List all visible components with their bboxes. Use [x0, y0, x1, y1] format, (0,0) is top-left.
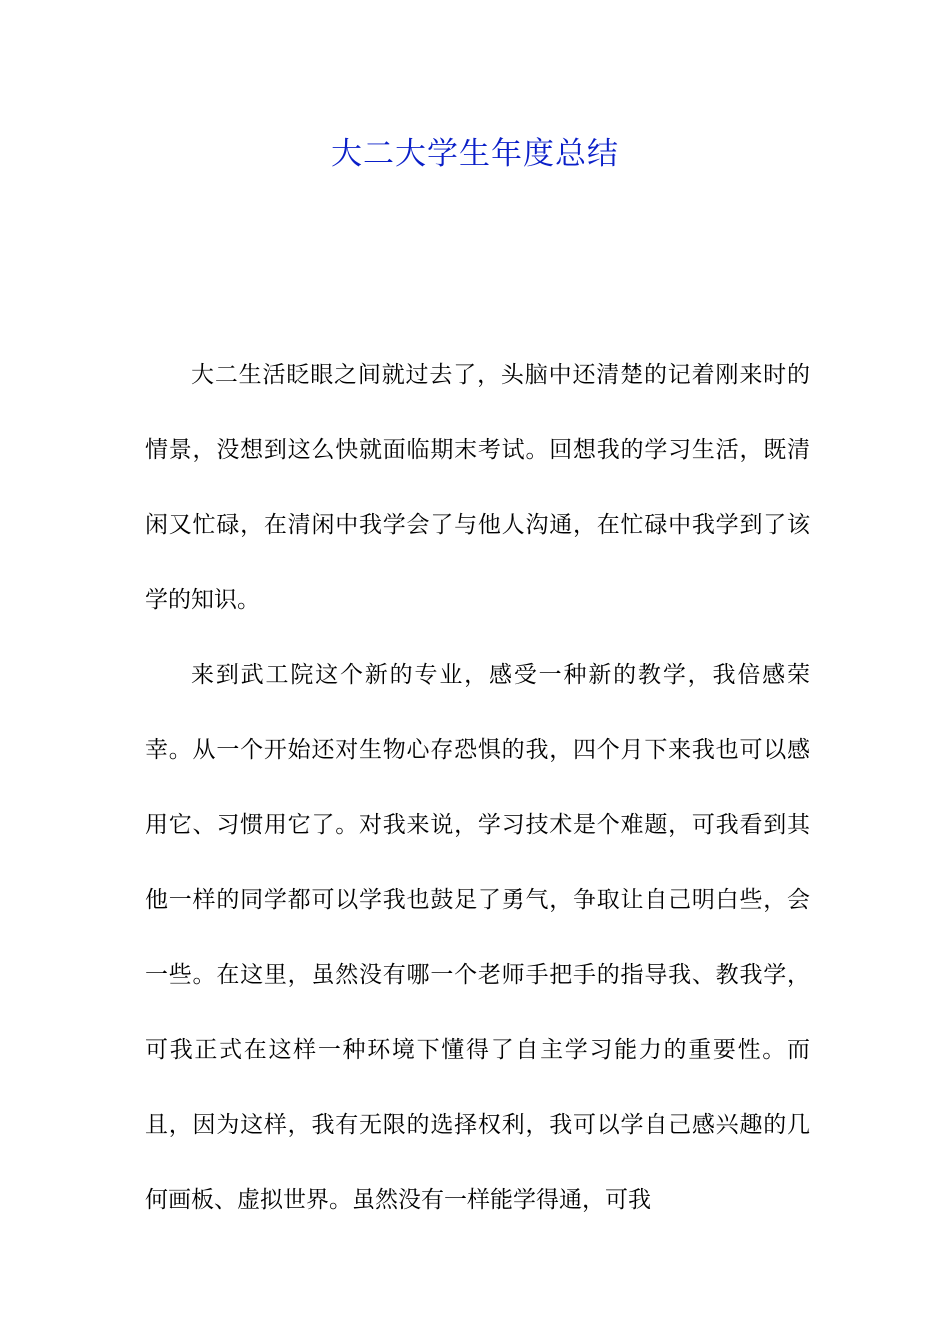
document-title: 大二大学生年度总结	[331, 136, 619, 172]
paragraph-1: 大二生活眨眼之间就过去了，头脑中还清楚的记着刚来时的情景，没想到这么快就面临期末考试。回想我的学习生活，既清闲又忙碌，在清闲中我学会了与他人沟通，在忙碌中我学到了该学的知识。	[145, 362, 810, 613]
paragraph-2: 来到武工院这个新的专业，感受一种新的教学，我倍感荣幸。从一个开始还对生物心存恐惧的我，四个月下来我也可以感用它、习惯用它了。对我来说，学习技术是个难题，可我看到其他一样的同学都可以学我也鼓足了勇气，争取让自己明白些，会一些。在这里，虽然没有哪一个老师手把手的指导我、教我学，可我正式在这样一种环境下懂得了自主学习能力的重要性。而且，因为这样，我有无限的选择权利，我可以学自己感兴趣的几何画板、虚拟世界。虽然没有一样能学得通，可我	[145, 662, 810, 1213]
document-body	[145, 338, 810, 1238]
